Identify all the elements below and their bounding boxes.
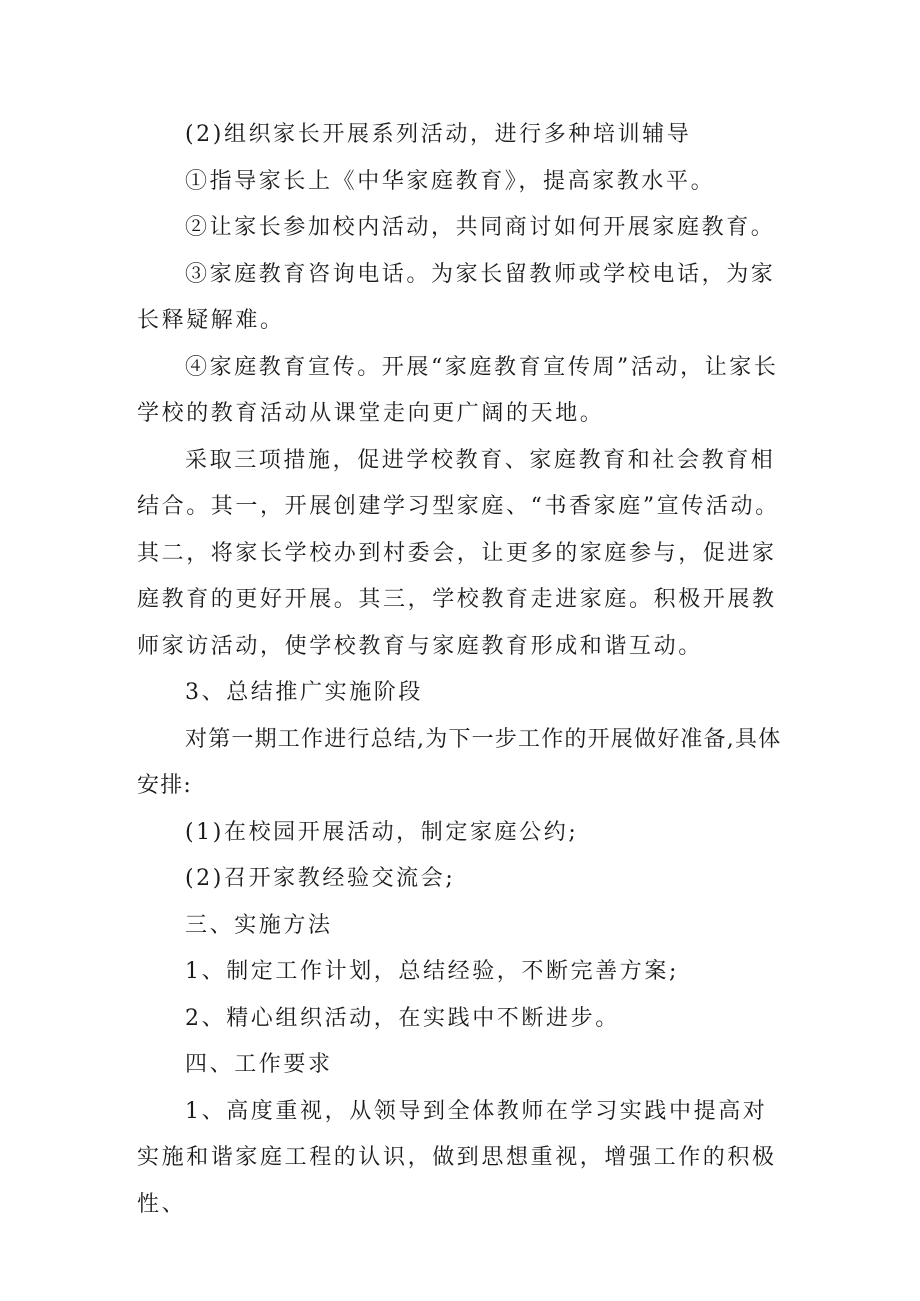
paragraph-item-1: ①指导家长上《中华家庭教育》，提高家教水平。 (185, 168, 716, 194)
paragraph-method-1: 1、制定工作计划，总结经验，不断完善方案; (185, 959, 680, 984)
paragraph-three-measures: 采取三项措施，促进学校教育、家庭教育和社会教育相结合。其一，开展创建学习型家庭、“书香家庭”宣传活动。其二，将家长学校办到村委会，让更多的家庭参与，促进家庭教育的更好开展。其三，学校教育走进家庭。积极开展教师家访活动，使学校教育与家庭教育形成和谐互动。 (137, 447, 780, 659)
paragraph-requirement-1-continued: 实施和谐家庭工程的认识，做到思想重视，增强工作的积极性、 (137, 1145, 777, 1217)
paragraph-summary: 对第一期工作进行总结,为下一步工作的开展做好准备,具体安排: (137, 726, 782, 798)
paragraph-arrangement-1: (1)在校园开展活动，制定家庭公约; (185, 819, 579, 845)
section-heading-requirements: 四、工作要求 (185, 1052, 333, 1077)
paragraph-arrangement-2: (2)召开家教经验交流会; (185, 866, 456, 891)
paragraph-requirement-1: 1、高度重视，从领导到全体教师在学习实践中提高对 (185, 1098, 768, 1124)
paragraph-method-2: 2、精心组织活动，在实践中不断进步。 (185, 1005, 620, 1031)
paragraph-item-2: ②让家长参加校内活动，共同商讨如何开展家庭教育。 (185, 215, 776, 240)
section-heading-stage-3: 3、总结推广实施阶段 (185, 680, 423, 705)
document-body (137, 112, 792, 1228)
section-heading-methods: 三、实施方法 (185, 912, 333, 938)
paragraph-item-3: ③家庭教育咨询电话。为家长留教师或学校电话，为家长释疑解难。 (137, 261, 776, 333)
paragraph-item-4: ④家庭教育宣传。开展“家庭教育宣传周”活动，让家长学校的教育活动从课堂走向更广阔的天地。 (137, 354, 779, 426)
paragraph-activities-heading: (2)组织家长开展系列活动，进行多种培训辅导 (185, 122, 692, 147)
